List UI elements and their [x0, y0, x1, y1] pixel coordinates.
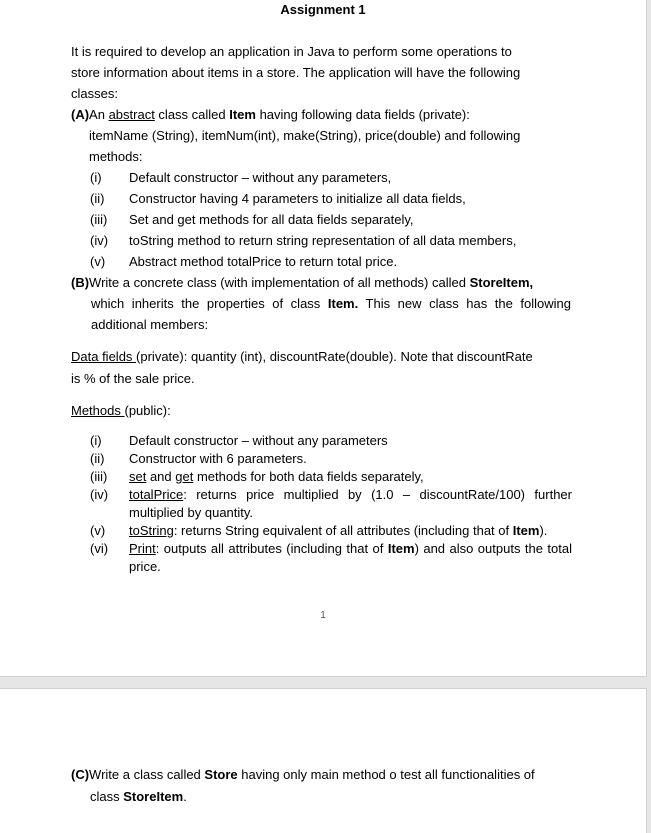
- section-a-line-2: itemName (String), itemNum(int), make(String), price(double) and following: [89, 128, 521, 143]
- page-title: Assignment 1: [280, 2, 366, 17]
- list-item: (v) toString: returns String equivalent of all attributes (including that of Item).: [90, 523, 548, 538]
- section-c-label: (C): [71, 767, 90, 782]
- list-item: (i) Default constructor – without any parameters,: [90, 170, 392, 185]
- section-b-label: (B): [71, 275, 90, 290]
- section-b-line-1: (B)Write a concrete class (with implementation of all methods) called StoreItem,: [71, 275, 534, 290]
- section-c-line-2: class StoreItem.: [90, 789, 187, 804]
- data-fields-line-2: is % of the sale price.: [71, 371, 195, 386]
- list-item: (iii) set and get methods for both data fields separately,: [90, 469, 424, 484]
- section-a-line-3: methods:: [89, 149, 143, 164]
- methods-heading: Methods (public):: [71, 403, 171, 418]
- list-item: (i) Default constructor – without any parameters: [90, 433, 388, 448]
- list-item: (iii) Set and get methods for all data fields separately,: [90, 212, 414, 227]
- section-b-line-2: which inherits the properties of class Item. This new class has the following: [91, 296, 572, 311]
- list-item: (v) Abstract method totalPrice to return total price.: [90, 254, 398, 269]
- list-item: (iv) totalPrice: returns price multiplied by (1.0 – discountRate/100) further multiplied by quantity.: [90, 487, 572, 520]
- methods-list: [90, 432, 572, 576]
- section-b-line-3: additional members:: [91, 317, 209, 332]
- list-item: (iv) toString method to return string representation of all data members,: [90, 233, 517, 248]
- list-item: (vi) Print: outputs all attributes (including that of Item) and also outputs the total price.: [90, 541, 572, 574]
- data-fields-heading: Data fields (private): quantity (int), discountRate(double). Note that discountRate: [71, 349, 533, 364]
- document-page-2: [0, 688, 647, 833]
- intro-line-1: It is required to develop an application in Java to perform some operations to: [71, 44, 512, 59]
- page-number: 1: [320, 610, 326, 621]
- intro-line-3: classes:: [71, 86, 118, 101]
- section-c-line-1: (C)Write a class called Store having only main method o test all functionalities of: [71, 767, 535, 782]
- intro-line-2: store information about items in a store. The application will have the following: [71, 65, 521, 80]
- list-item: (ii) Constructor having 4 parameters to initialize all data fields,: [90, 191, 466, 206]
- list-item: (ii) Constructor with 6 parameters.: [90, 451, 307, 466]
- section-a-list: [90, 167, 570, 272]
- section-a-label: (A): [71, 107, 90, 122]
- section-a-line-1: (A)An abstract class called Item having following data fields (private):: [71, 107, 470, 122]
